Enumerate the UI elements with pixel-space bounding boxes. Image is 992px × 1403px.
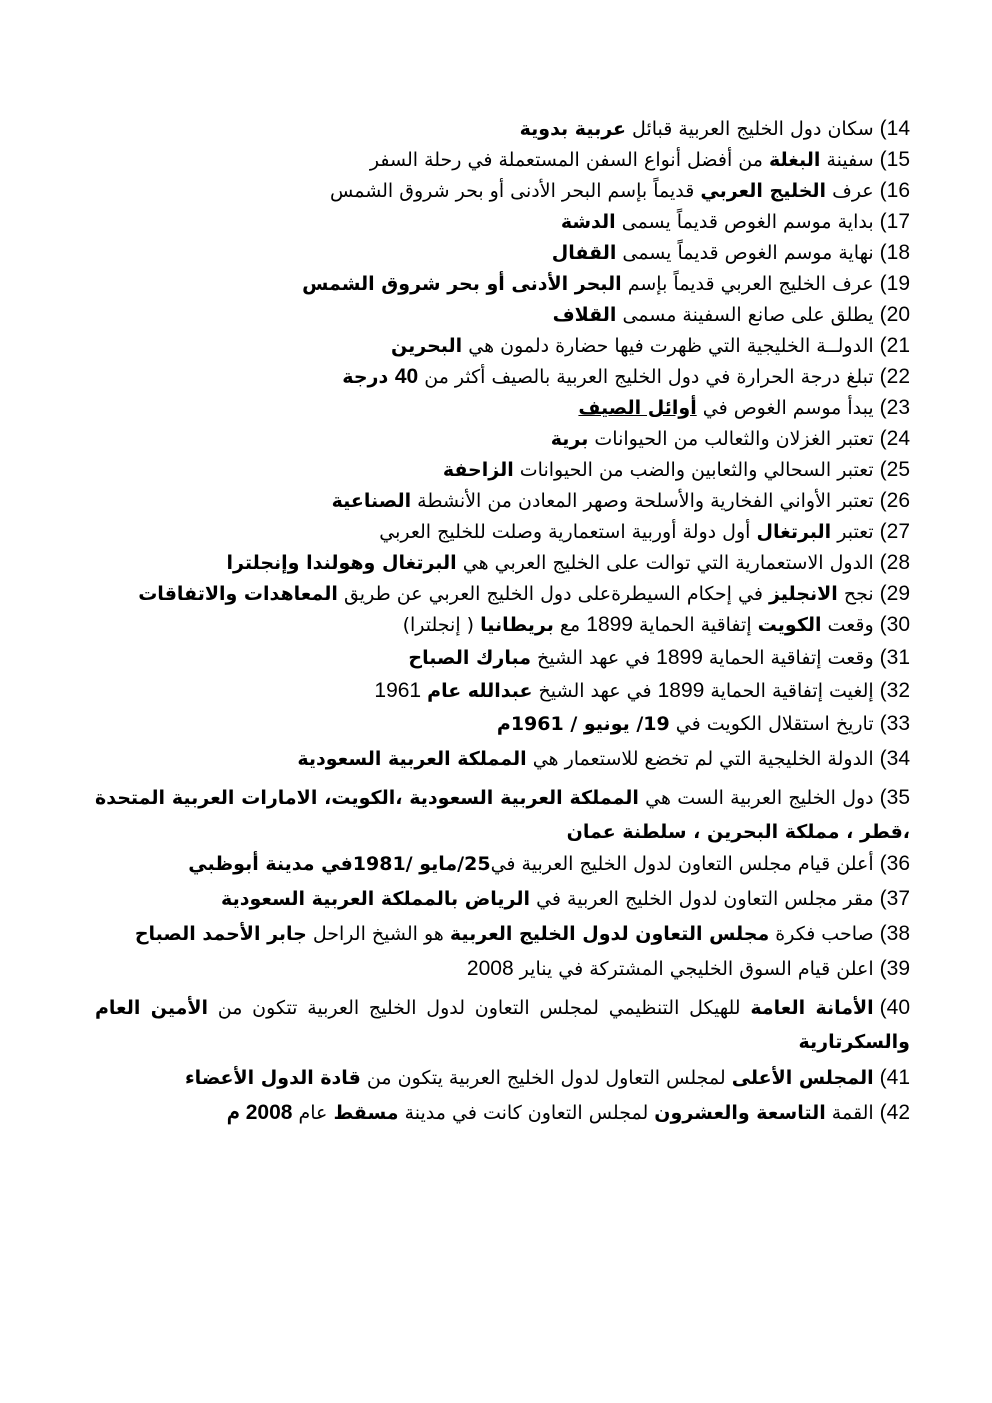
item-text: تاريخ استقلال الكويت في [669,713,874,735]
item-emphasis: البغلة [769,149,821,171]
item-number: 29) [879,582,910,605]
item-text: صاحب فكرة [769,923,874,945]
item-text: وقعت [821,614,874,636]
item-text: تعتبر [831,521,874,543]
item-text: القمة [825,1102,874,1124]
list-item [443,457,910,487]
list-item [578,395,910,425]
item-text: ( إنجلترا) [402,614,481,636]
item-number: 37) [879,887,910,910]
item-emphasis: القلاف [552,304,617,326]
item-emphasis: بريطانيا [480,614,554,636]
item-number: 27) [879,520,910,543]
item-number: 40) [879,996,911,1019]
item-emphasis: الدشة [560,211,616,233]
item-text: يطلق على صانع السفينة مسمى [616,304,874,326]
item-text: 1899 [586,613,633,636]
item-number: 24) [879,427,910,450]
item-emphasis: مجلس التعاون لدول الخليج العربية [449,923,770,945]
item-number: 36) [879,852,910,875]
item-number: 34) [879,747,910,770]
item-emphasis: برية [550,428,589,450]
item-text: نجح [837,583,874,605]
item-text: من أفضل أنواع السفن المستعملة في رحلة السفر [369,149,769,171]
item-text: عرف الخليج العربي قديماً بإسم [621,273,874,295]
item-number: 38) [879,922,910,945]
list-item [188,851,910,881]
list-item [551,426,910,456]
item-text: هو الشيخ الراحل [306,923,450,945]
list-item [497,711,910,741]
item-emphasis: الأمين العام والسكرتارية [95,997,910,1053]
item-text: الدول الاستعمارية التي توالت على الخليج العربي هي [456,552,874,574]
item-text: مقر مجلس التعاون لدول الخليج العربية في [530,888,874,910]
item-text: أول دولة أوربية استعمارية وصلت للخليج العربي [379,521,757,543]
item-emphasis: المعاهدات والاتفاقات [138,583,338,605]
item-text: في عهد الشيخ [532,680,658,702]
item-emphasis: المملكة العربية السعودية [297,748,527,770]
list-item [467,956,910,986]
list-item [403,612,910,642]
item-text: سفينة [820,149,874,171]
list-item [408,645,910,675]
item-number: 20) [879,303,910,326]
item-emphasis: 2008 م [226,1101,293,1124]
item-number: 14) [879,117,910,140]
item-number: 30) [879,613,910,636]
item-emphasis: البرتغال وهولندا وإنجلترا [226,552,457,574]
item-emphasis: المملكة العربية السعودية ،الكويت، الامارات العربية المتحدة ،قطر ، مملكة البحرين ، سلطنة عمان [95,787,910,843]
item-number: 35) [879,786,910,809]
item-emphasis: مبارك الصباح [408,647,531,669]
list-item [552,240,910,270]
list-item [561,209,910,239]
list-item [227,1100,910,1130]
item-number: 33) [879,712,910,735]
item-emphasis: الأمانة العامة [750,997,874,1019]
item-emphasis: القفال [551,242,617,264]
item-text: نهاية موسم الغوص قديماً يسمى [616,242,874,264]
item-text: مع [553,614,587,636]
list-item [330,178,910,208]
item-text: 1961 [374,679,422,702]
item-emphasis: درجة [342,366,395,388]
item-text: للهيكل التنظيمي لمجلس التعاون لدول الخليج العربية تتكون من [208,997,751,1019]
item-emphasis: الرياض بالمملكة العربية السعودية [221,888,531,910]
item-text: عام [292,1102,334,1124]
item-text: 1899 [657,679,705,702]
item-emphasis: عبدالله عام [427,680,533,702]
list-item [342,364,910,394]
item-emphasis: البرتغال [756,521,832,543]
item-text: لمجلس التعاول لدول الخليج العربية يتكون من [360,1067,732,1089]
list-item [138,581,910,611]
item-emphasis: المجلس الأعلى [731,1067,874,1089]
item-number: 41) [879,1066,910,1089]
item-emphasis: الكويت [757,614,822,636]
item-text: في إحكام السيطرةعلى دول الخليج العربي عن طريق [337,583,769,605]
list-item [302,271,910,301]
item-emphasis: التاسعة والعشرون [654,1102,826,1124]
item-emphasis: 19/ يونيو / 1961م [496,713,670,735]
list-item [332,488,910,518]
item-number: 19) [879,272,910,295]
item-emphasis: البحرين [391,335,463,357]
item-number: 23) [879,396,910,419]
list-item [553,302,910,332]
item-number: 26) [879,489,910,512]
item-number: 22) [879,365,910,388]
item-text: اعلن قيام السوق الخليجي المشتركة في يناير [513,958,874,980]
item-number: 25) [879,458,910,481]
item-text: وقعت إتفاقية الحماية [702,647,874,669]
item-text: إتفاقية الحماية [632,614,758,636]
item-text: تعتبر الأواني الفخارية والأسلحة وصهر المعادن من الأنشطة [411,490,874,512]
item-text: الدولــة الخليجية التي ظهرت فيها حضارة دلمون هي [462,335,874,357]
item-emphasis: جابر الأحمد الصباح [134,923,307,945]
item-text: لمجلس التعاون كانت في مدينة [398,1102,655,1124]
item-text: بداية موسم الغوص قديماً يسمى [615,211,874,233]
item-text: تبلغ درجة الحرارة في دول الخليج العربية بالصيف أكثر من [418,366,874,388]
item-text: في عهد الشيخ [531,647,657,669]
item-number: 28) [879,551,910,574]
list-item [370,147,910,177]
item-emphasis: البحر الأدنى أو بحر شروق الشمس [302,273,622,295]
item-text: إلغيت إتفاقية الحماية [704,680,874,702]
list-item [95,991,910,1063]
list-item [185,1065,910,1095]
list-item [379,519,910,549]
item-text: يبدأ موسم الغوص في [696,397,874,419]
list-item [95,781,910,853]
item-number: 31) [879,646,910,669]
item-emphasis: 40 [394,365,419,388]
item-text: أعلن قيام مجلس التعاون لدول الخليج العربية في [490,853,874,875]
item-text: سكان دول الخليج العربية قبائل [626,118,874,140]
item-number: 18) [879,241,910,264]
item-emphasis: 25/مايو /1981في مدينة أبوظبي [188,853,491,875]
list-item [221,886,910,916]
item-emphasis: الزاحفة [442,459,514,481]
item-text: تعتبر الغزلان والثعالب من الحيوانات [588,428,874,450]
item-emphasis: مسقط [333,1102,399,1124]
item-text: 1899 [656,646,703,669]
item-text: عرف [826,180,874,202]
item-text: تعتبر السحالي والثعابين والضب من الحيوانات [513,459,874,481]
item-number: 21) [879,334,910,357]
item-number: 42) [879,1101,910,1124]
item-emphasis: الخليج العربي [700,180,827,202]
item-number: 15) [879,148,910,171]
item-text: قديماً بإسم البحر الأدنى أو بحر شروق الشمس [329,180,701,202]
item-text: دول الخليج العربية الست هي [638,787,874,809]
list-item [374,678,910,708]
item-text: 2008 [466,957,514,980]
item-emphasis: عربية بدوية [519,118,627,140]
list-item [135,921,910,951]
item-emphasis: الانجليز [768,583,838,605]
item-number: 17) [879,210,910,233]
item-emphasis: قادة الدول الأعضاء [184,1067,361,1089]
item-number: 16) [879,179,910,202]
item-number: 32) [879,679,910,702]
item-emphasis: الصناعية [331,490,412,512]
list-item [391,333,910,363]
item-emphasis: أوائل الصيف [578,397,697,419]
item-text: الدولة الخليجية التي لم تخضع للاستعمار هي [526,748,874,770]
list-item [520,116,910,146]
list-item [226,550,910,580]
item-number: 39) [879,957,910,980]
list-item [297,746,910,776]
